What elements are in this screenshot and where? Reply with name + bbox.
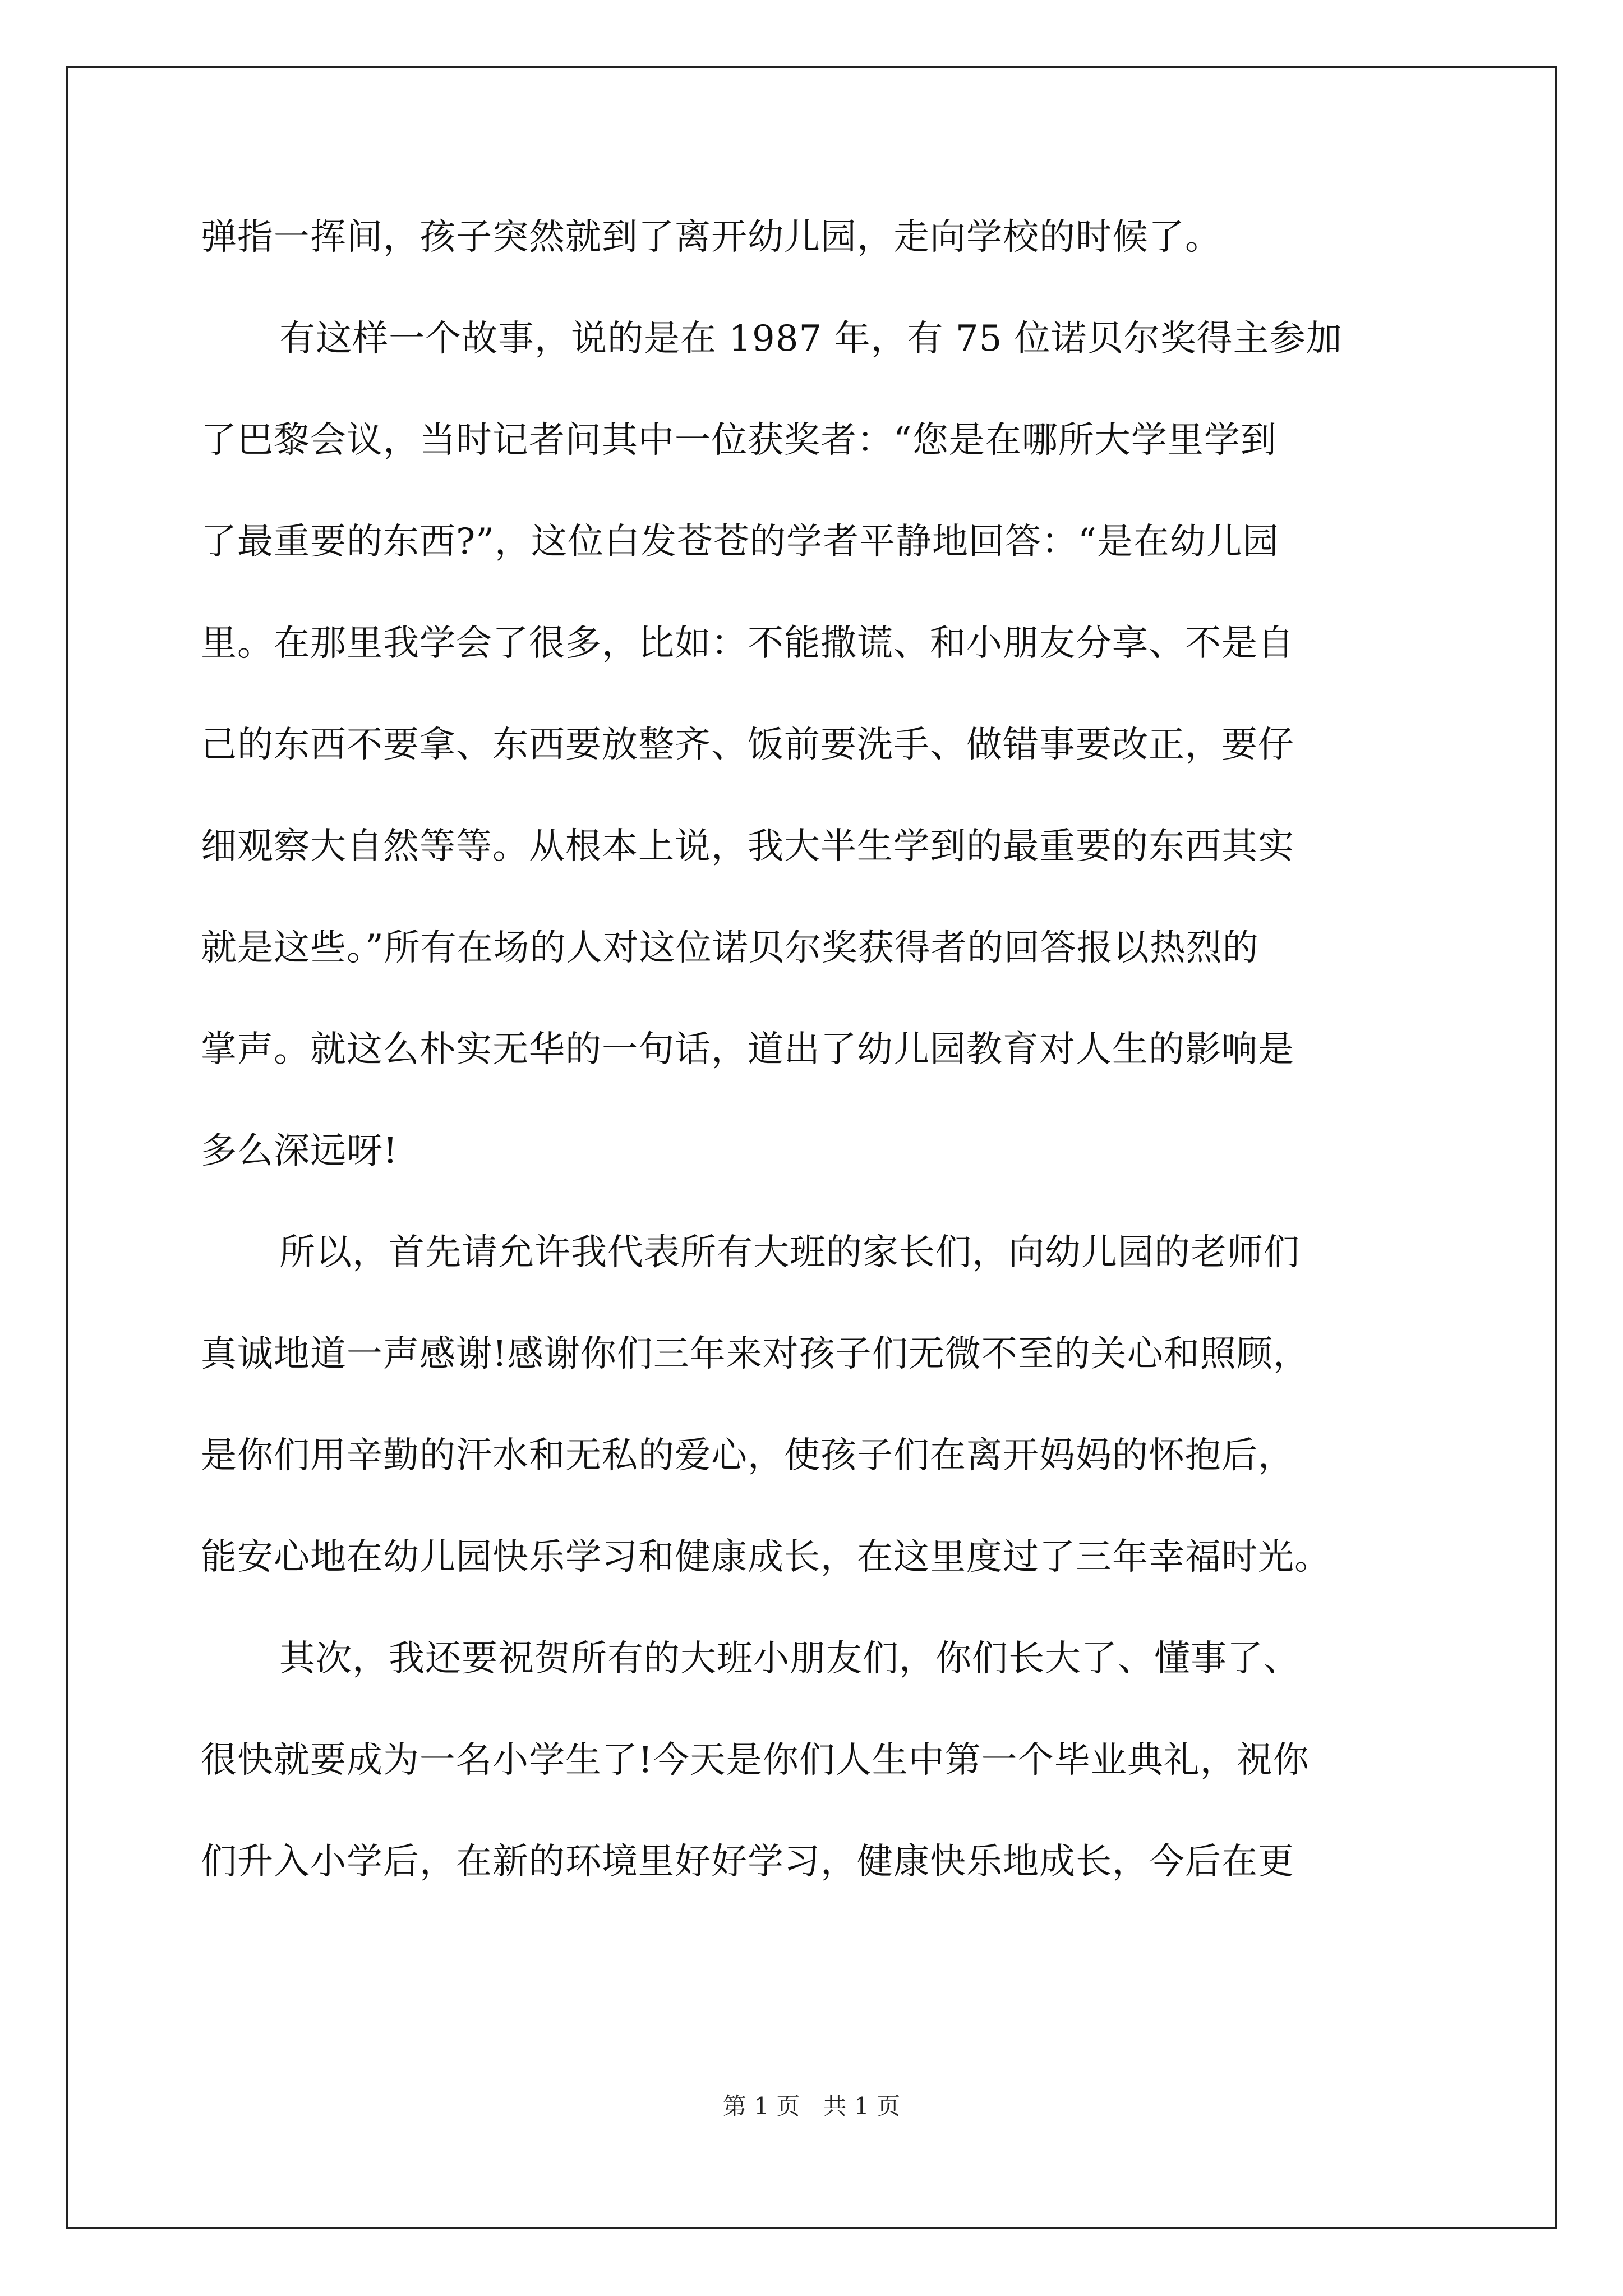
paragraph-line: 多么深远呀!: [201, 1130, 398, 1172]
paragraph-line: 很快就要成为一名小学生了!今天是你们人生中第一个毕业典礼，祝你: [201, 1740, 1310, 1781]
paragraph-line: 真诚地道一声感谢!感谢你们三年来对孩子们无微不至的关心和照顾，: [201, 1333, 1310, 1375]
paragraph-line: 里。在那里我学会了很多，比如：不能撒谎、和小朋友分享、不是自: [201, 623, 1294, 664]
paragraph-line: 能安心地在幼儿园快乐学习和健康成长，在这里度过了三年幸福时光。: [201, 1536, 1331, 1578]
page-number: 第 1 页: [722, 2092, 800, 2120]
page-footer: [0, 2090, 1623, 2123]
paragraph-line: 们升入小学后，在新的环境里好好学习，健康快乐地成长，今后在更: [201, 1841, 1294, 1883]
paragraph-line: 细观察大自然等等。从根本上说，我大半生学到的最重要的东西其实: [201, 826, 1294, 867]
paragraph-line: 是你们用辛勤的汗水和无私的爱心，使孩子们在离开妈妈的怀抱后，: [201, 1435, 1294, 1476]
paragraph-line: 己的东西不要拿、东西要放整齐、饭前要洗手、做错事要改正，要仔: [201, 724, 1294, 766]
paragraph-line: 有这样一个故事，说的是在 1987 年，有 75 位诺贝尔奖得主参加: [279, 318, 1343, 360]
paragraph-line: 掌声。就这么朴实无华的一句话，道出了幼儿园教育对人生的影响是: [201, 1029, 1294, 1070]
paragraph-line: 其次，我还要祝贺所有的大班小朋友们，你们长大了、懂事了、: [279, 1638, 1300, 1680]
paragraph-line: 了最重要的东西?”，这位白发苍苍的学者平静地回答：“是在幼儿园: [201, 521, 1279, 563]
paragraph-line: 了巴黎会议，当时记者问其中一位获奖者：“您是在哪所大学里学到: [201, 420, 1277, 461]
paragraph-line: 弹指一挥间，孩子突然就到了离开幼儿园，走向学校的时候了。: [201, 217, 1221, 258]
paragraph-line: 所以，首先请允许我代表所有大班的家长们，向幼儿园的老师们: [279, 1232, 1300, 1273]
page-total: 共 1 页: [823, 2092, 901, 2120]
paragraph-line: 就是这些。”所有在场的人对这位诺贝尔奖获得者的回答报以热烈的: [201, 927, 1259, 969]
